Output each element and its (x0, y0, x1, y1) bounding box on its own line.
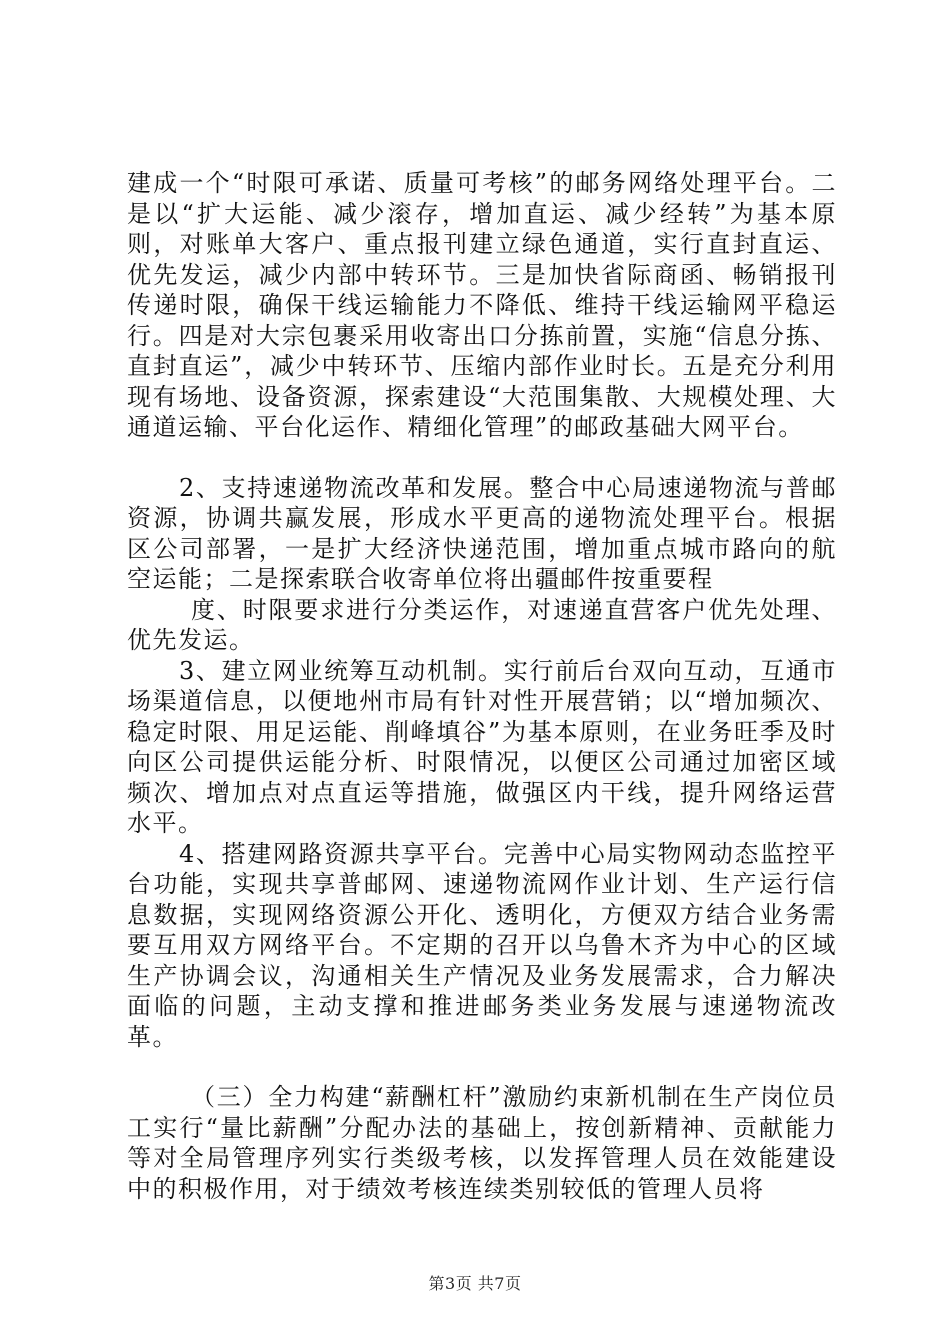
paragraph-coordination-mechanism: 3、建立网业统筹互动机制。实行前后台双向互动，互通市场渠道信息，以便地州市局有针对性开展营销；以“增加频次、稳定时限、用足运能、削峰填谷”为基本原则，在业务旺季及时向区公司提供运能分析、时限情况，以便区公司通过加密区域频次、增加点对点直运等措施，做强区内干线，提升网络运营水平。 (127, 656, 837, 837)
paragraph-express-logistics-continued: 度、时限要求进行分类运作，对速递直营客户优先处理、优先发运。 (127, 595, 837, 654)
paragraph-salary-incentive: （三）全力构建“薪酬杠杆”激励约束新机制在生产岗位员工实行“量比薪酬”分配办法的基础上，按创新精神、贡献能力等对全局管理序列实行类级考核，以发挥管理人员在效能建设中的积极作用，对于绩效考核连续类别较低的管理人员将 (127, 1083, 837, 1203)
page-number-footer: 第3页 共7页 (428, 1274, 522, 1293)
paragraph-network-platform: 建成一个“时限可承诺、质量可考核”的邮务网络处理平台。二是以“扩大运能、减少滚存，增加直运、减少经转”为基本原则，对账单大客户、重点报刊建立绿色通道，实行直封直运、优先发运，减少内部中转环节。三是加快省际商函、畅销报刊传递时限，确保干线运输能力不降低、维持干线运输网平稳运行。四是对大宗包裹采用收寄出口分拣前置，实施“信息分拣、直封直运”，减少中转环节、压缩内部作业时长。五是充分利用现有场地、设备资源，探索建设“大范围集散、大规模处理、大通道运输、平台化运作、精细化管理”的邮政基础大网平台。 (127, 169, 837, 441)
paragraph-express-logistics: 2、支持速递物流改革和发展。整合中心局速递物流与普邮资源，协调共赢发展，形成水平更高的递物流处理平台。根据区公司部署，一是扩大经济快递范围，增加重点城市路向的航空运能；二是探索联合收寄单位将出疆邮件按重要程 (127, 473, 837, 593)
document-body (127, 168, 837, 1204)
paragraph-resource-sharing: 4、搭建网路资源共享平台。完善中心局实物网动态监控平台功能，实现共享普邮网、速递物流网作业计划、生产运行信息数据，实现网络资源公开化、透明化，方便双方结合业务需要互用双方网络平台。不定期的召开以乌鲁木齐为中心的区域生产协调会议，沟通相关生产情况及业务发展需求，合力解决面临的问题，主动支撑和推进邮务类业务发展与速递物流改革。 (127, 839, 837, 1051)
